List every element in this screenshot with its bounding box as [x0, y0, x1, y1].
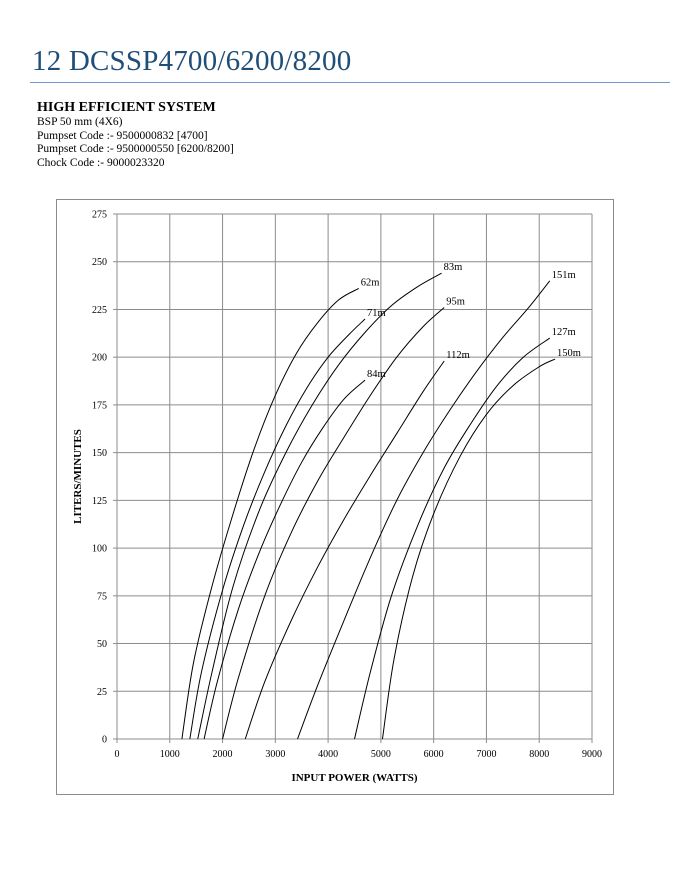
spec-line-pumpset-code-6200-8200: Pumpset Code :- 9500000550 [6200/8200]	[37, 143, 234, 156]
chart-frame	[56, 199, 614, 795]
spec-line-pumpset-code-4700: Pumpset Code :- 9500000832 [4700]	[37, 129, 208, 142]
series-label-62m: 62m	[360, 277, 380, 289]
y-tick-label-50: 50	[97, 639, 107, 651]
spec-heading: HIGH EFFICIENT SYSTEM	[37, 100, 216, 115]
series-label-84m: 84m	[367, 369, 386, 381]
x-tick-label-4000: 4000	[318, 749, 339, 760]
y-tick-label-25: 25	[97, 686, 107, 698]
y-tick-label-100: 100	[92, 543, 107, 555]
y-tick-label-250: 250	[92, 257, 107, 269]
x-tick-label-5000: 5000	[370, 749, 391, 760]
series-label-71m: 71m	[367, 308, 386, 319]
x-tick-label-0: 0	[114, 749, 120, 760]
page-title: 12 DCSSP4700/6200/8200	[32, 45, 352, 77]
series-line-127m	[355, 338, 550, 739]
grid-lines	[117, 214, 592, 739]
y-tick-label-75: 75	[97, 591, 107, 603]
x-tick-label-9000: 9000	[582, 749, 602, 760]
y-tick-label-175: 175	[92, 400, 107, 412]
performance-chart	[57, 200, 615, 796]
y-tick-label-150: 150	[92, 448, 107, 460]
x-axis-title: INPUT POWER (WATTS)	[291, 772, 418, 784]
x-tick-label-2000: 2000	[212, 749, 233, 760]
series-label-83m: 83m	[443, 262, 463, 274]
y-tick-label-225: 225	[92, 304, 107, 316]
y-tick-label-275: 275	[92, 209, 107, 221]
x-tick-label-7000: 7000	[476, 749, 497, 760]
series-line-151m	[298, 281, 550, 739]
y-axis-title: LITERS/MINUTES	[72, 429, 84, 524]
tick-labels	[92, 210, 602, 761]
series-label-95m: 95m	[446, 296, 465, 308]
y-tick-label-125: 125	[92, 495, 107, 507]
x-tick-label-6000: 6000	[423, 749, 444, 760]
x-tick-label-3000: 3000	[265, 749, 286, 760]
series-line-83m	[198, 273, 442, 739]
y-tick-label-200: 200	[92, 352, 107, 364]
x-tick-label-8000: 8000	[529, 749, 550, 760]
spec-line-chock-code: Chock Code :- 9000023320	[37, 156, 165, 169]
series-label-150m: 150m	[557, 348, 581, 360]
x-tick-label-1000: 1000	[159, 749, 180, 760]
series-line-62m	[182, 288, 359, 739]
spec-line-pipe-size: BSP 50 mm (4X6)	[37, 116, 123, 128]
series-line-84m	[204, 380, 365, 739]
title-divider	[30, 82, 670, 83]
series-label-127m: 127m	[551, 327, 576, 339]
spec-block	[37, 100, 234, 170]
y-tick-label-0: 0	[102, 734, 107, 746]
series-label-151m: 151m	[551, 269, 576, 281]
axes	[113, 214, 592, 743]
series-label-112m: 112m	[446, 350, 470, 361]
